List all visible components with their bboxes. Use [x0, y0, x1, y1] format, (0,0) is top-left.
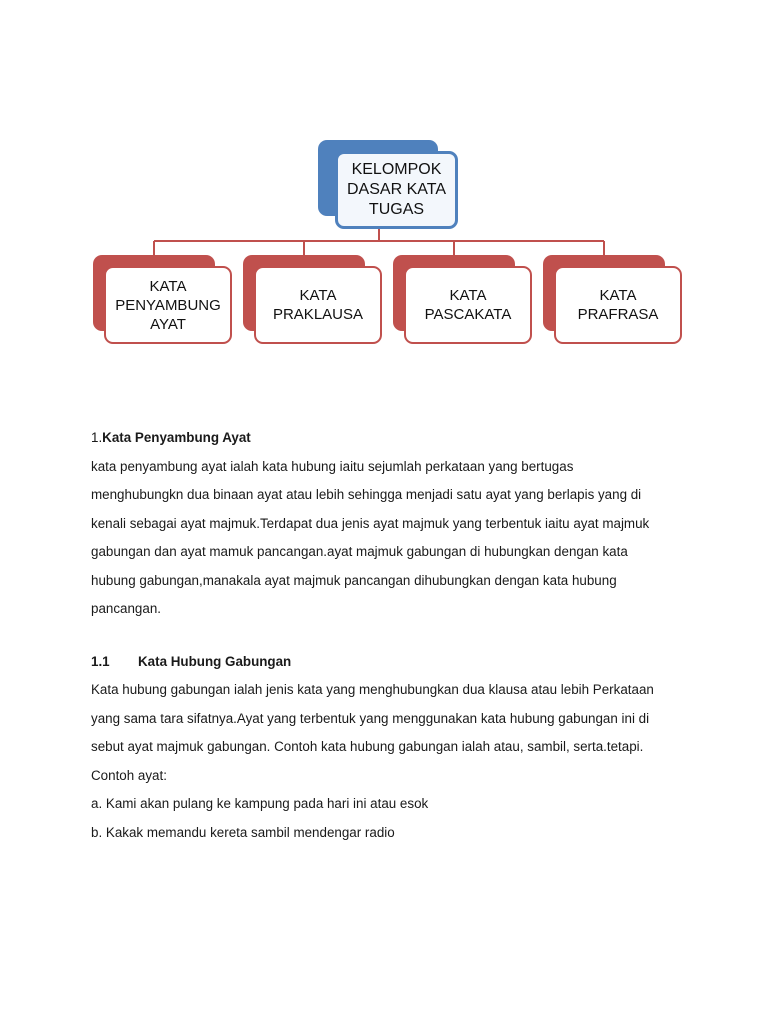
paragraph-line: sebut ayat majmuk gabungan. Contoh kata hubung gabungan ialah atau, sambil, serta.tetapi.	[91, 739, 644, 754]
child-node-label: KATA PRAKLAUSA	[254, 266, 382, 344]
section-heading	[91, 424, 691, 453]
paragraph-line: kata penyambung ayat ialah kata hubung iaitu sejumlah perkataan yang bertugas	[91, 458, 574, 474]
child-node-kata-praklausa	[243, 255, 387, 347]
spacer	[91, 624, 691, 648]
child-node-label: KATA PASCAKATA	[404, 266, 532, 344]
paragraph-line: pancangan.	[91, 601, 161, 616]
paragraph-line: hubung gabungan,manakala ayat majmuk pancangan dihubungkan dengan kata hubung	[91, 572, 617, 588]
paragraph-line: Kata hubung gabungan ialah jenis kata yang menghubungkan dua klausa atau lebih Perkataan	[91, 682, 654, 697]
root-node	[318, 140, 458, 232]
subsection-title: Kata Hubung Gabungan	[138, 653, 292, 669]
paragraph-line: menghubungkn dua binaan ayat atau lebih sehingga menjadi satu ayat yang berlapis yang di	[91, 487, 642, 502]
document-body	[91, 424, 691, 847]
example-line: b. Kakak memandu kereta sambil mendengar radio	[91, 824, 395, 840]
paragraph-line: gabungan dan ayat mamuk pancangan.ayat majmuk gabungan di hubungkan dengan kata	[91, 544, 628, 559]
subsection-heading	[91, 648, 691, 677]
root-node-label: KELOMPOK DASAR KATA TUGAS	[335, 151, 458, 229]
child-node-label: KATA PRAFRASA	[554, 266, 682, 344]
section-number: 1.	[91, 430, 103, 445]
paragraph-line: Contoh ayat:	[91, 767, 167, 783]
subsection-number: 1.1	[91, 653, 110, 669]
child-node-label: KATA PENYAMBUNG AYAT	[104, 266, 232, 344]
hierarchy-diagram	[0, 0, 768, 360]
child-node-kata-pascakata	[393, 255, 537, 347]
child-node-kata-prafrasa	[543, 255, 687, 347]
paragraph-line: kenali sebagai ayat majmuk.Terdapat dua jenis ayat majmuk yang terbentuk iaitu ayat majmuk	[91, 515, 650, 531]
child-node-kata-penyambung-ayat	[93, 255, 237, 347]
example-line: a. Kami akan pulang ke kampung pada hari ini atau esok	[91, 796, 429, 811]
section-title: Kata Penyambung Ayat	[102, 430, 251, 445]
paragraph-line: yang sama tara sifatnya.Ayat yang terbentuk yang menggunakan kata hubung gabungan ini di	[91, 710, 650, 726]
